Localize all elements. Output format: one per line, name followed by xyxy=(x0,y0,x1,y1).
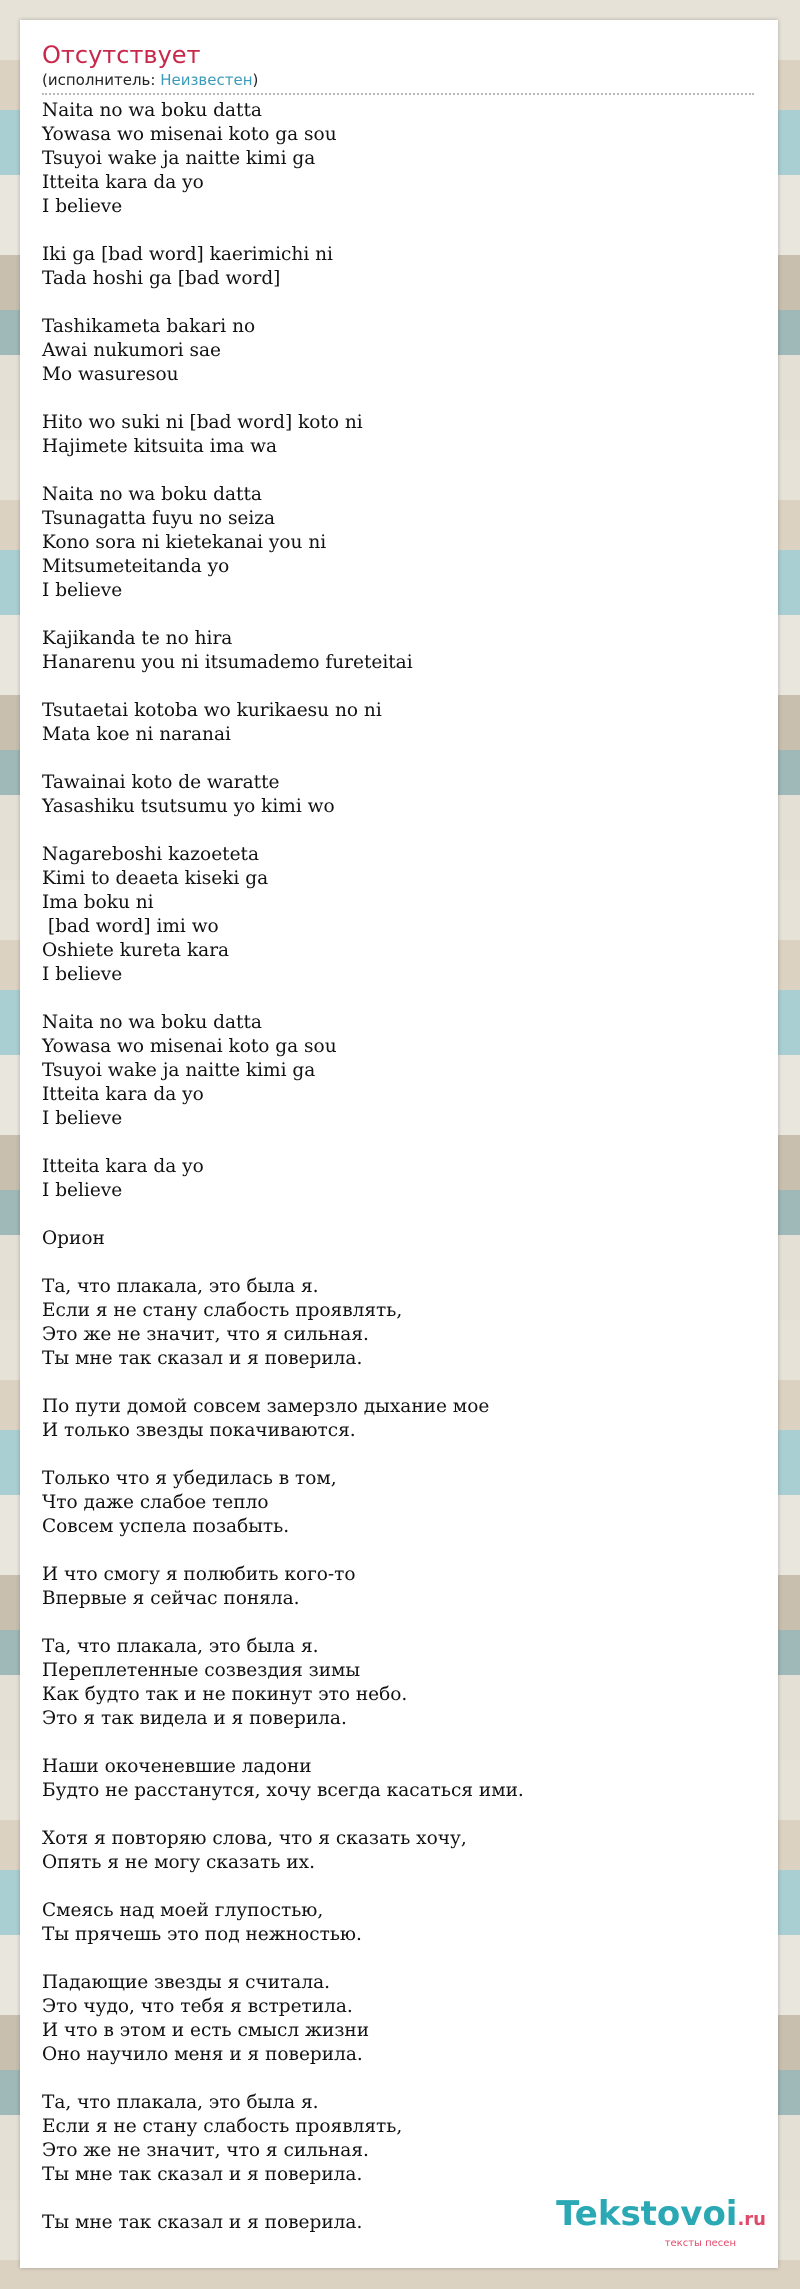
lyrics-line: Hanarenu you ni itsumademo fureteitai xyxy=(42,652,413,673)
lyrics-blank-line xyxy=(42,1371,758,1395)
lyrics-line: Это чудо, что тебя я встретила. xyxy=(42,1996,353,2017)
logo-tld: .ru xyxy=(737,2209,766,2230)
lyrics-blank-line xyxy=(42,291,758,315)
lyrics-blank-line xyxy=(42,747,758,771)
lyrics-line: Naita no wa boku datta xyxy=(42,1012,262,1033)
lyrics-line: Yowasa wo misenai koto ga sou xyxy=(42,124,337,145)
lyrics-blank-line xyxy=(42,1875,758,1899)
lyrics-line: Это же не значит, что я сильная. xyxy=(42,2140,369,2161)
lyrics-line: Tsunagatta fuyu no seiza xyxy=(42,508,276,529)
lyrics-blank-line xyxy=(42,2067,758,2091)
lyrics-blank-line xyxy=(42,603,758,627)
lyrics-line: Только что я убедилась в том, xyxy=(42,1468,337,1489)
lyrics-blank-line xyxy=(42,1203,758,1227)
lyrics-blank-line xyxy=(42,459,758,483)
lyrics-line: И что смогу я полюбить кого-то xyxy=(42,1564,356,1585)
lyrics-line: Ты прячешь это под нежностью. xyxy=(42,1924,362,1945)
lyrics-line: Tawainai koto de waratte xyxy=(42,772,280,793)
lyrics-blank-line xyxy=(42,1443,758,1467)
site-logo[interactable] xyxy=(556,2196,766,2250)
lyrics-line: I believe xyxy=(42,580,123,601)
lyrics-line: [bad word] imi wo xyxy=(42,916,219,937)
lyrics-line: Ты мне так сказал и я поверила. xyxy=(42,1348,363,1369)
lyrics-blank-line xyxy=(42,675,758,699)
lyrics-line: Та, что плакала, это была я. xyxy=(42,1276,319,1297)
lyrics-line: Kono sora ni kietekanai you ni xyxy=(42,532,327,553)
lyrics-line: I believe xyxy=(42,964,123,985)
logo-main-text: Tekstovoi xyxy=(556,2194,738,2234)
lyrics-line: Орион xyxy=(42,1228,105,1249)
performer-link[interactable]: Неизвестен xyxy=(160,71,253,89)
lyrics-line: Наши окоченевшие ладони xyxy=(42,1756,312,1777)
lyrics-line: Nagareboshi kazoeteta xyxy=(42,844,259,865)
performer-line xyxy=(42,70,754,95)
lyrics-line: Смеясь над моей глупостью, xyxy=(42,1900,324,1921)
lyrics-blank-line xyxy=(42,1947,758,1971)
lyrics-line: Опять я не могу сказать их. xyxy=(42,1852,315,1873)
lyrics-line: Если я не стану слабость проявлять, xyxy=(42,2116,403,2137)
lyrics-line: По пути домой совсем замерзло дыхание мое xyxy=(42,1396,490,1417)
lyrics-line: Hajimete kitsuita ima wa xyxy=(42,436,278,457)
lyrics-line: Tashikameta bakari no xyxy=(42,316,256,337)
lyrics-line: Iki ga [bad word] kaerimichi ni xyxy=(42,244,333,265)
lyrics-blank-line xyxy=(42,387,758,411)
song-title: Отсутствует xyxy=(42,41,201,69)
lyrics-line: Хотя я повторяю слова, что я сказать хочу, xyxy=(42,1828,467,1849)
lyrics-line: Tada hoshi ga [bad word] xyxy=(42,268,281,289)
lyrics-line: Та, что плакала, это была я. xyxy=(42,1636,319,1657)
lyrics-line: Itteita kara da yo xyxy=(42,1156,204,1177)
lyrics-line: Совсем успела позабыть. xyxy=(42,1516,290,1537)
lyrics-blank-line xyxy=(42,1131,758,1155)
lyrics-line: Это я так видела и я поверила. xyxy=(42,1708,347,1729)
lyrics-line: Tsutaetai kotoba wo kurikaesu no ni xyxy=(42,700,382,721)
lyrics-blank-line xyxy=(42,1539,758,1563)
lyrics-line: Ты мне так сказал и я поверила. xyxy=(42,2164,363,2185)
lyrics-line: I believe xyxy=(42,1180,123,1201)
lyrics-line: Это же не значит, что я сильная. xyxy=(42,1324,369,1345)
lyrics-line: Ты мне так сказал и я поверила. xyxy=(42,2212,363,2233)
lyrics-blank-line xyxy=(42,987,758,1011)
lyrics-line: Kajikanda te no hira xyxy=(42,628,233,649)
lyrics-line: Оно научило меня и я поверила. xyxy=(42,2044,363,2065)
lyrics-line: Yowasa wo misenai koto ga sou xyxy=(42,1036,337,1057)
lyrics-line: Если я не стану слабость проявлять, xyxy=(42,1300,403,1321)
lyrics-line: Та, что плакала, это была я. xyxy=(42,2092,319,2113)
lyrics-line: Что даже слабое тепло xyxy=(42,1492,269,1513)
performer-prefix: (исполнитель: xyxy=(42,71,161,89)
lyrics-line: Как будто так и не покинут это небо. xyxy=(42,1684,408,1705)
lyrics-line: Переплетенные созвездия зимы xyxy=(42,1660,361,1681)
lyrics-line: Tsuyoi wake ja naitte kimi ga xyxy=(42,148,316,169)
lyrics-blank-line xyxy=(42,1803,758,1827)
lyrics-line: Oshiete kureta kara xyxy=(42,940,230,961)
lyrics-line: Naita no wa boku datta xyxy=(42,484,262,505)
lyrics-line: Mitsumeteitanda yo xyxy=(42,556,230,577)
lyrics-line: Ima boku ni xyxy=(42,892,154,913)
lyrics-line: Будто не расстанутся, хочу всегда касаться ими. xyxy=(42,1780,524,1801)
lyrics-line: I believe xyxy=(42,1108,123,1129)
lyrics-line: И что в этом и есть смысл жизни xyxy=(42,2020,370,2041)
performer-suffix: ) xyxy=(252,71,259,89)
lyrics-line: I believe xyxy=(42,196,123,217)
lyrics-line: Kimi to deaeta kiseki ga xyxy=(42,868,269,889)
lyrics-blank-line xyxy=(42,1251,758,1275)
logo-wordmark xyxy=(556,2196,766,2238)
lyrics-line: Yasashiku tsutsumu yo kimi wo xyxy=(42,796,335,817)
lyrics-line: Hito wo suki ni [bad word] koto ni xyxy=(42,412,363,433)
lyrics-line: Itteita kara da yo xyxy=(42,1084,204,1105)
lyrics-line: Впервые я сейчас поняла. xyxy=(42,1588,300,1609)
lyrics-line: Mata koe ni naranai xyxy=(42,724,231,745)
lyrics-line: Itteita kara da yo xyxy=(42,172,204,193)
lyrics-line: Naita no wa boku datta xyxy=(42,100,262,121)
lyrics-card xyxy=(20,20,778,2268)
lyrics-line: Tsuyoi wake ja naitte kimi ga xyxy=(42,1060,316,1081)
lyrics-blank-line xyxy=(42,1611,758,1635)
lyrics-text xyxy=(42,99,758,2235)
lyrics-blank-line xyxy=(42,219,758,243)
lyrics-line: И только звезды покачиваются. xyxy=(42,1420,356,1441)
lyrics-line: Awai nukumori sae xyxy=(42,340,221,361)
lyrics-line: Падающие звезды я считала. xyxy=(42,1972,330,1993)
lyrics-line: Mo wasuresou xyxy=(42,364,179,385)
logo-tagline: тексты песен xyxy=(664,2238,736,2249)
lyrics-blank-line xyxy=(42,819,758,843)
lyrics-blank-line xyxy=(42,1731,758,1755)
